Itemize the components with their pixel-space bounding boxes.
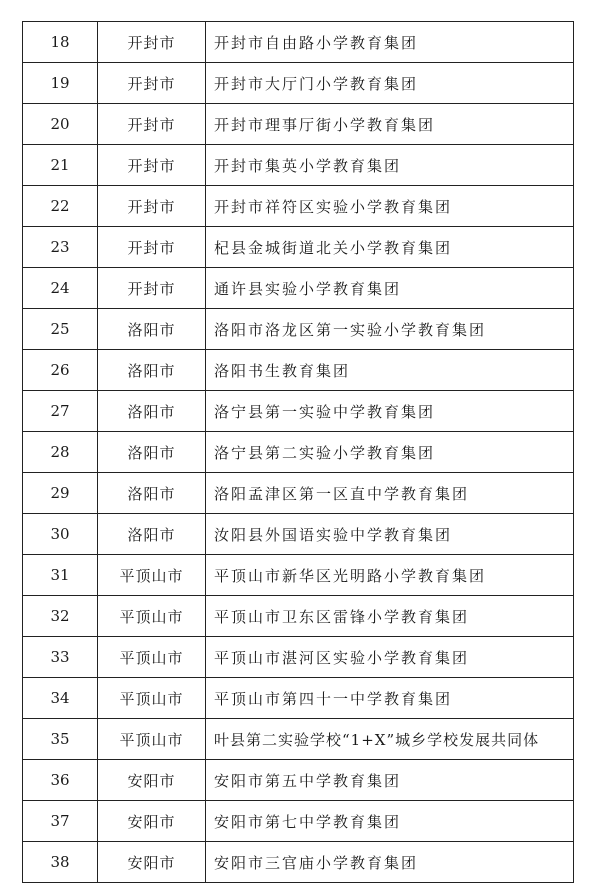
row-city: 洛阳市	[98, 514, 206, 555]
row-group-name: 洛宁县第一实验中学教育集团	[206, 391, 574, 432]
row-group-name: 开封市集英小学教育集团	[206, 145, 574, 186]
row-group-name: 杞县金城街道北关小学教育集团	[206, 227, 574, 268]
row-group-name: 平顶山市新华区光明路小学教育集团	[206, 555, 574, 596]
row-number: 24	[23, 268, 98, 309]
row-group-name: 开封市自由路小学教育集团	[206, 22, 574, 63]
table-row	[23, 842, 574, 883]
table-row	[23, 350, 574, 391]
row-group-name: 开封市理事厅街小学教育集团	[206, 104, 574, 145]
row-group-name: 开封市大厅门小学教育集团	[206, 63, 574, 104]
row-number: 34	[23, 678, 98, 719]
education-group-table	[22, 21, 574, 883]
table-row	[23, 432, 574, 473]
table-row	[23, 227, 574, 268]
row-number: 33	[23, 637, 98, 678]
row-city: 开封市	[98, 227, 206, 268]
row-group-name: 开封市祥符区实验小学教育集团	[206, 186, 574, 227]
table-row	[23, 719, 574, 760]
row-group-name: 平顶山市卫东区雷锋小学教育集团	[206, 596, 574, 637]
table-row	[23, 145, 574, 186]
row-city: 洛阳市	[98, 432, 206, 473]
row-number: 35	[23, 719, 98, 760]
row-city: 平顶山市	[98, 719, 206, 760]
table-row	[23, 760, 574, 801]
table-row	[23, 473, 574, 514]
row-number: 27	[23, 391, 98, 432]
row-number: 20	[23, 104, 98, 145]
row-city: 洛阳市	[98, 391, 206, 432]
table-row	[23, 104, 574, 145]
row-city: 平顶山市	[98, 555, 206, 596]
table-row	[23, 63, 574, 104]
row-group-name: 通许县实验小学教育集团	[206, 268, 574, 309]
row-number: 32	[23, 596, 98, 637]
row-group-name: 洛阳孟津区第一区直中学教育集团	[206, 473, 574, 514]
row-group-name: 叶县第二实验学校“1+X”城乡学校发展共同体	[206, 719, 574, 760]
table-row	[23, 801, 574, 842]
row-city: 开封市	[98, 186, 206, 227]
row-group-name: 安阳市三官庙小学教育集团	[206, 842, 574, 883]
row-group-name: 洛宁县第二实验小学教育集团	[206, 432, 574, 473]
row-number: 30	[23, 514, 98, 555]
row-city: 开封市	[98, 63, 206, 104]
row-number: 31	[23, 555, 98, 596]
row-number: 21	[23, 145, 98, 186]
row-number: 26	[23, 350, 98, 391]
table-body	[23, 22, 574, 883]
table-row	[23, 514, 574, 555]
table-row	[23, 186, 574, 227]
row-group-name: 洛阳书生教育集团	[206, 350, 574, 391]
row-number: 29	[23, 473, 98, 514]
row-city: 洛阳市	[98, 473, 206, 514]
row-city: 安阳市	[98, 842, 206, 883]
row-group-name: 汝阳县外国语实验中学教育集团	[206, 514, 574, 555]
table-row	[23, 596, 574, 637]
row-city: 平顶山市	[98, 678, 206, 719]
row-city: 开封市	[98, 22, 206, 63]
table-row	[23, 22, 574, 63]
table-row	[23, 391, 574, 432]
row-group-name: 平顶山市湛河区实验小学教育集团	[206, 637, 574, 678]
row-number: 23	[23, 227, 98, 268]
row-city: 开封市	[98, 104, 206, 145]
row-city: 洛阳市	[98, 309, 206, 350]
row-city: 安阳市	[98, 760, 206, 801]
row-group-name: 洛阳市洛龙区第一实验小学教育集团	[206, 309, 574, 350]
row-city: 安阳市	[98, 801, 206, 842]
row-number: 28	[23, 432, 98, 473]
row-number: 36	[23, 760, 98, 801]
table-row	[23, 309, 574, 350]
row-city: 开封市	[98, 145, 206, 186]
row-city: 平顶山市	[98, 596, 206, 637]
row-number: 37	[23, 801, 98, 842]
row-number: 18	[23, 22, 98, 63]
row-number: 25	[23, 309, 98, 350]
row-group-name: 平顶山市第四十一中学教育集团	[206, 678, 574, 719]
table-row	[23, 637, 574, 678]
row-city: 洛阳市	[98, 350, 206, 391]
table-row	[23, 555, 574, 596]
table-row	[23, 268, 574, 309]
row-number: 22	[23, 186, 98, 227]
row-city: 开封市	[98, 268, 206, 309]
row-group-name: 安阳市第五中学教育集团	[206, 760, 574, 801]
row-group-name: 安阳市第七中学教育集团	[206, 801, 574, 842]
row-number: 38	[23, 842, 98, 883]
row-number: 19	[23, 63, 98, 104]
table-row	[23, 678, 574, 719]
row-city: 平顶山市	[98, 637, 206, 678]
